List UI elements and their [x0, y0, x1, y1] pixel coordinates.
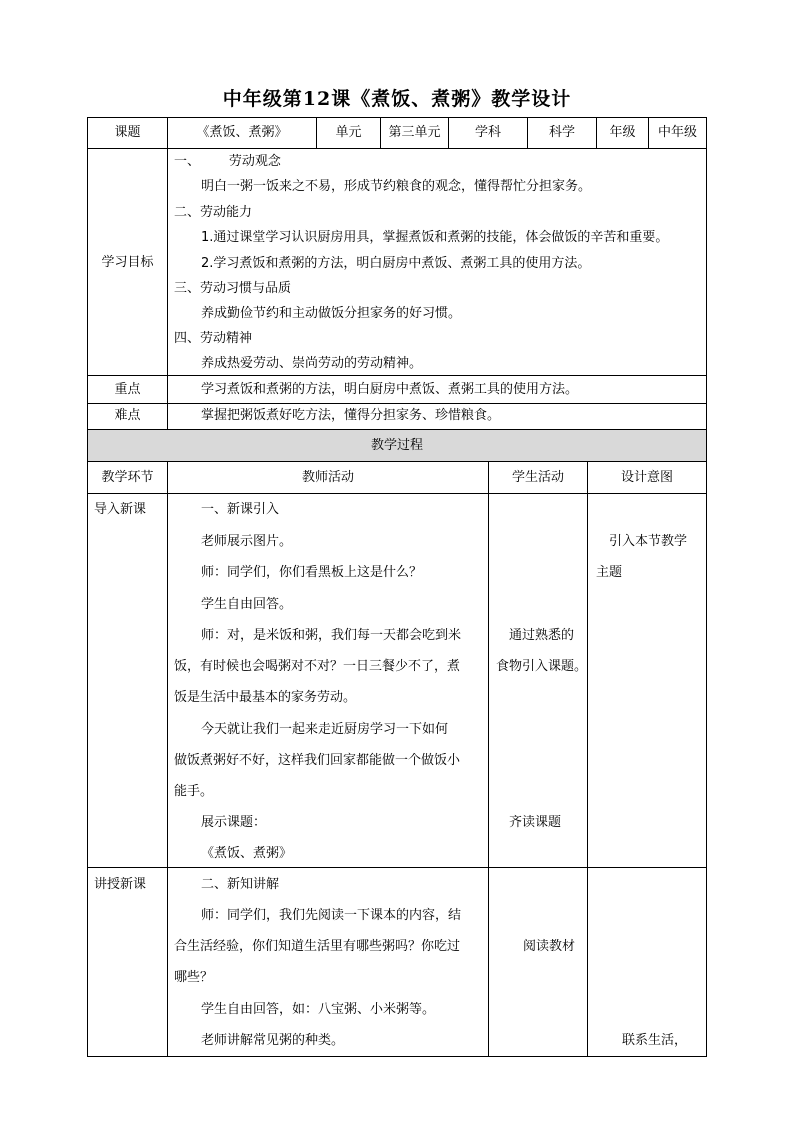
table-row-divider	[87, 461, 707, 462]
student-activity-line: 齐读课题	[509, 815, 562, 830]
table-col-divider	[587, 461, 588, 1057]
objective-line: 2.学习煮饭和煮粥的方法，明白厨房中煮饭、煮粥工具的使用方法。	[201, 256, 591, 271]
teacher-activity-line: 二、新知讲解	[201, 877, 280, 892]
design-intent-line: 引入本节教学	[609, 534, 688, 549]
objective-line: 四、劳动精神	[174, 331, 253, 346]
table-row-divider	[87, 375, 707, 376]
teacher-activity-line: 做饭煮粥好不好，这样我们回家都能做一个做饭小	[174, 753, 461, 768]
course-label: 课题	[114, 125, 141, 140]
table-col-divider	[167, 461, 168, 1057]
key-point-text: 学习煮饭和煮粥的方法，明白厨房中煮饭、煮粥工具的使用方法。	[201, 382, 579, 397]
objective-line: 一、 劳动观念	[174, 154, 281, 169]
objective-line: 明白一粥一饭来之不易，形成节约粮食的观念，懂得帮忙分担家务。	[201, 179, 592, 194]
difficulty-label: 难点	[114, 408, 141, 423]
teacher-activity-line: 老师展示图片。	[201, 534, 293, 549]
teacher-activity-line: 师：同学们，你们看黑板上这是什么？	[201, 565, 423, 580]
stage-label: 讲授新课	[94, 877, 147, 892]
course-value: 《煮饭、煮粥》	[196, 125, 288, 140]
table-row-divider	[87, 148, 707, 149]
column-header-teacher: 教师活动	[301, 470, 354, 485]
teacher-activity-line: 学生自由回答。	[201, 597, 293, 612]
grade-label: 年级	[609, 125, 636, 140]
teacher-activity-line: 《煮饭、煮粥》	[201, 846, 293, 861]
subject-value: 科学	[548, 125, 575, 140]
table-col-divider	[488, 461, 489, 1057]
teacher-activity-line: 学生自由回答，如：八宝粥、小米粥等。	[201, 1002, 436, 1017]
teacher-activity-line: 饭是生活中最基本的家务劳动。	[174, 690, 357, 705]
column-header-intent: 设计意图	[620, 470, 673, 485]
unit-label: 单元	[335, 125, 362, 140]
teacher-activity-line: 师：对，是米饭和粥，我们每一天都会吃到米	[201, 628, 462, 643]
table-row-divider	[87, 493, 707, 494]
difficulty-text: 掌握把粥饭煮好吃方法，懂得分担家务、珍惜粮食。	[201, 408, 501, 423]
column-header-student: 学生活动	[511, 470, 564, 485]
student-activity-line: 阅读教材	[523, 939, 576, 954]
document-title: 中年级第12课《煮饭、煮粥》教学设计	[222, 88, 572, 110]
objective-line: 三、劳动习惯与品质	[174, 281, 292, 296]
teacher-activity-line: 哪些？	[174, 970, 214, 985]
objective-line: 养成热爱劳动、崇尚劳动的劳动精神。	[201, 356, 423, 371]
subject-label: 学科	[474, 125, 501, 140]
objective-line: 二、劳动能力	[174, 205, 253, 220]
objective-line: 1.通过课堂学习认识厨房用具，掌握煮饭和煮粥的技能，体会做饭的辛苦和重要。	[201, 230, 669, 245]
objectives-label: 学习目标	[101, 255, 154, 270]
table-border-top	[87, 117, 707, 118]
student-activity-line: 食物引入课题。	[496, 659, 588, 674]
table-row-divider	[87, 867, 707, 868]
table-col-divider	[167, 148, 168, 429]
student-activity-line: 通过熟悉的	[509, 628, 575, 643]
objective-line: 养成勤俭节约和主动做饭分担家务的好习惯。	[201, 306, 462, 321]
column-header-stage: 教学环节	[101, 470, 154, 485]
teacher-activity-line: 老师讲解常见粥的种类。	[201, 1033, 345, 1048]
unit-value: 第三单元	[388, 125, 441, 140]
teacher-activity-line: 师：同学们，我们先阅读一下课本的内容，结	[201, 908, 462, 923]
table-row-divider	[87, 429, 707, 430]
teacher-activity-line: 能手。	[174, 784, 214, 799]
teacher-activity-line: 展示课题：	[201, 815, 267, 830]
table-row-divider	[87, 403, 707, 404]
teacher-activity-line: 一、新课引入	[201, 502, 280, 517]
teacher-activity-line: 饭，有时候也会喝粥对不对？一日三餐少不了，煮	[174, 659, 461, 674]
design-intent-line: 联系生活，	[622, 1033, 688, 1048]
teacher-activity-line: 今天就让我们一起来走近厨房学习一下如何	[201, 722, 449, 737]
teacher-activity-line: 合生活经验，你们知道生活里有哪些粥吗？你吃过	[174, 939, 461, 954]
design-intent-line: 主题	[596, 565, 623, 580]
table-border-right	[706, 117, 707, 1057]
grade-value: 中年级	[657, 125, 697, 140]
process-header: 教学过程	[370, 438, 423, 453]
stage-label: 导入新课	[94, 502, 147, 517]
key-point-label: 重点	[114, 382, 141, 397]
table-border-bottom	[87, 1056, 707, 1057]
